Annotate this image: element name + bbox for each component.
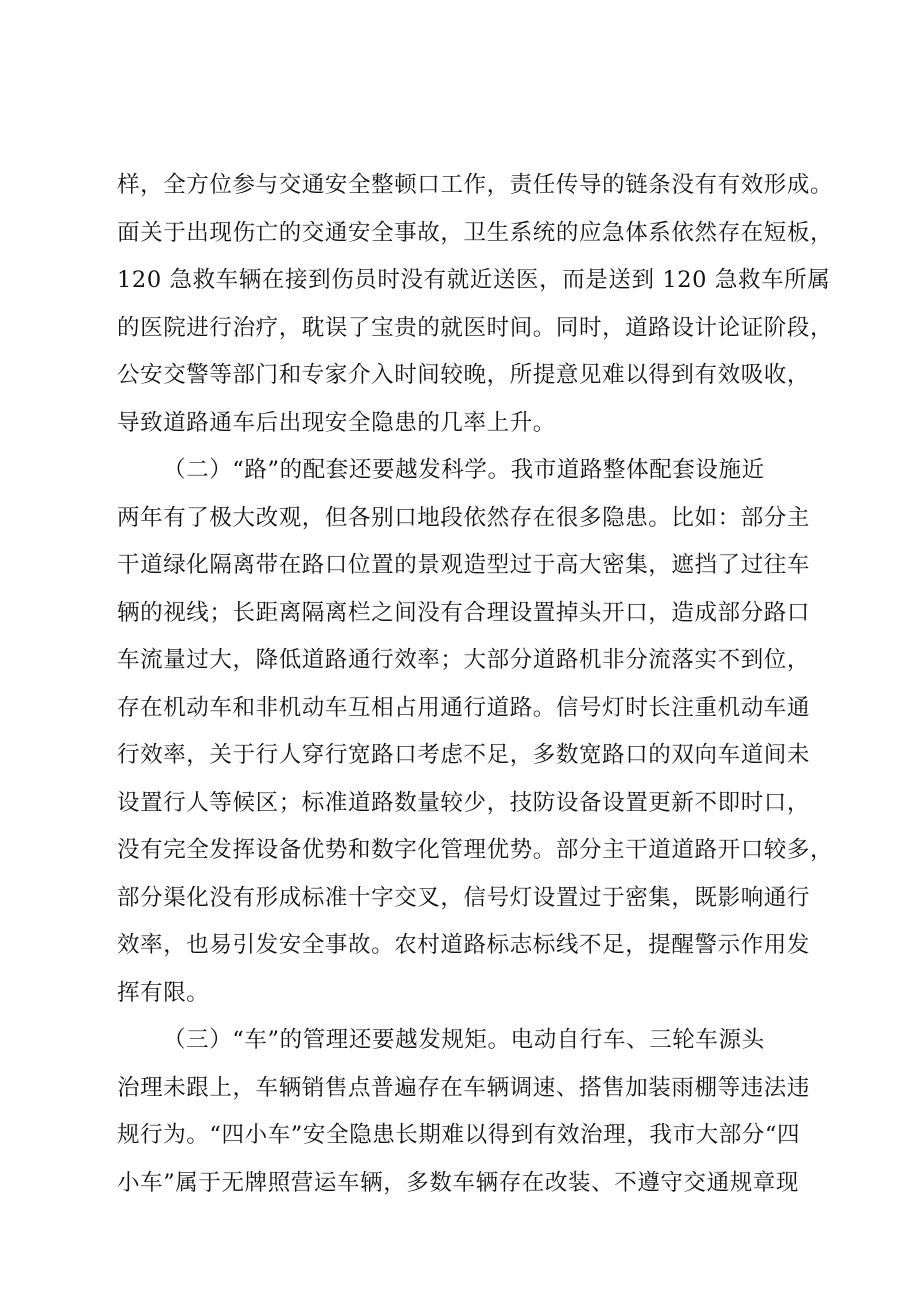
section-heading-line: （三）“车”的管理还要越发规矩。电动自行车、三轮车源头 <box>163 1027 765 1053</box>
text-line: 公安交警等部门和专家介入时间较晚，所提意见难以得到有效吸收， <box>117 362 811 388</box>
text-line: 设置行人等候区；标准道路数量较少，技防设备设置更新不即时口， <box>117 789 811 816</box>
text-line: 规行为。“四小车”安全隐患长期难以得到有效治理，我市大部分“四 <box>117 1122 801 1148</box>
text-line: 挥有限。 <box>117 979 210 1006</box>
text-line: 小车”属于无牌照营运车辆，多数车辆存在改装、不遵守交通规章现 <box>117 1169 800 1196</box>
text-line: 120 急救车辆在接到伤员时没有就近送医，而是送到 120 急救车所属 <box>117 267 831 293</box>
text-line: 辆的视线；长距离隔离栏之间没有合理设置掉头开口，造成部分路口 <box>117 599 811 626</box>
section-heading-line: （二）“路”的配套还要越发科学。我市道路整体配套设施近 <box>163 457 765 483</box>
text-line: 存在机动车和非机动车互相占用通行道路。信号灯时长注重机动车通 <box>117 694 811 721</box>
text-line: 没有完全发挥设备优势和数字化管理优势。部分主干道道路开口较多， <box>117 837 834 863</box>
text-line: 面关于出现伤亡的交通安全事故，卫生系统的应急体系依然存在短板， <box>117 219 834 246</box>
body-text <box>117 162 834 1207</box>
text-line: 样，全方位参与交通安全整顿口工作，责任传导的链条没有有效形成。 <box>117 172 834 198</box>
text-line: 干道绿化隔离带在路口位置的景观造型过于高大密集，遮挡了过往车 <box>117 552 811 578</box>
text-line: 导致道路通车后出现安全隐患的几率上升。 <box>117 409 556 436</box>
text-line: 两年有了极大改观，但各别口地段依然存在很多隐患。比如：部分主 <box>117 504 811 531</box>
text-line: 部分渠化没有形成标准十字交叉，信号灯设置过于密集，既影响通行 <box>117 884 811 911</box>
text-line: 行效率，关于行人穿行宽路口考虑不足，多数宽路口的双向车道间未 <box>117 742 811 768</box>
text-line: 效率，也易引发安全事故。农村道路标志标线不足，提醒警示作用发 <box>117 932 811 958</box>
text-line: 车流量过大，降低道路通行效率；大部分道路机非分流落实不到位， <box>117 647 811 673</box>
text-line: 的医院进行治疗，耽误了宝贵的就医时间。同时，道路设计论证阶段， <box>117 314 834 341</box>
text-line: 治理未跟上，车辆销售点普遍存在车辆调速、搭售加装雨棚等违法违 <box>117 1074 811 1101</box>
